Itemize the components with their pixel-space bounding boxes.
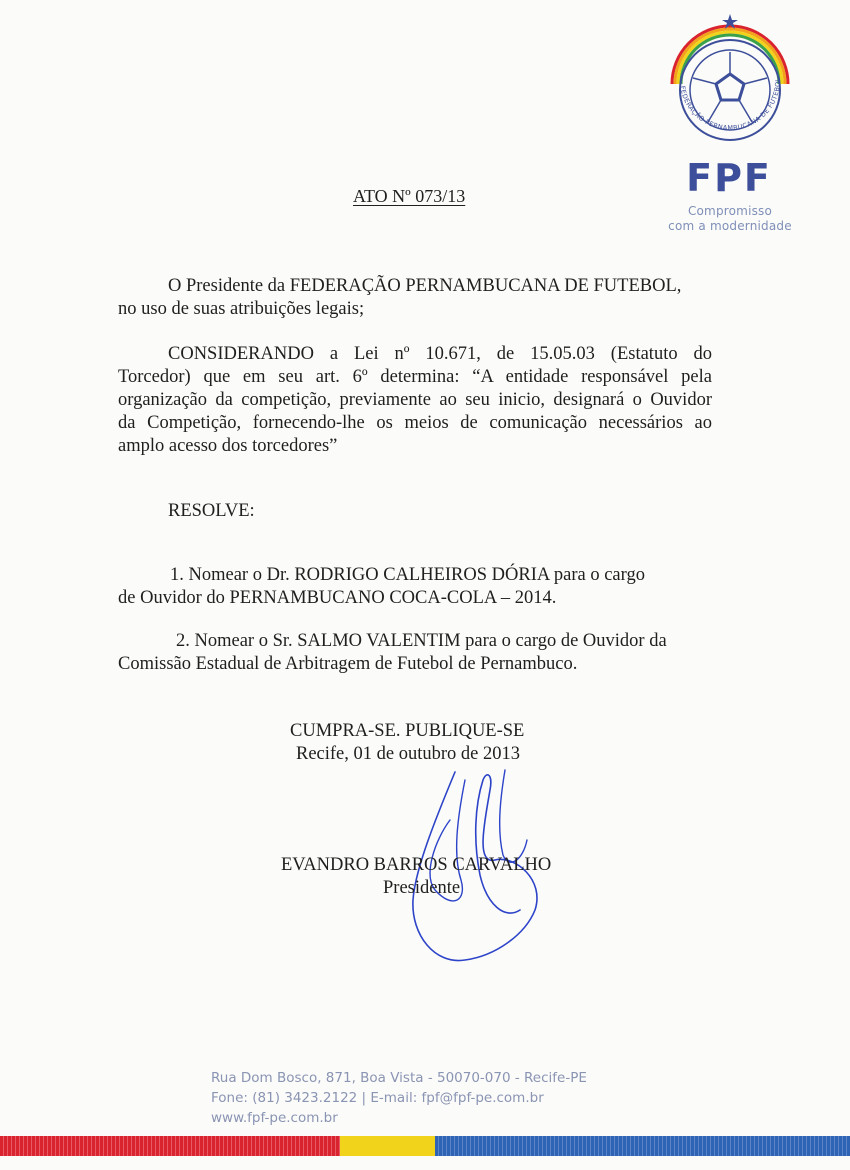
stripe-blue bbox=[435, 1136, 850, 1156]
intro-paragraph bbox=[118, 275, 714, 325]
item-1-line-2: de Ouvidor do PERNAMBUCANO COCA-COLA – 2014. bbox=[118, 588, 557, 608]
logo-tagline-line2: com a modernidade bbox=[668, 219, 792, 233]
considerando-line-5: amplo acesso dos torcedores” bbox=[118, 436, 338, 456]
footer-contact: Fone: (81) 3423.2122 | E-mail: fpf@fpf-pe.com.br bbox=[211, 1090, 544, 1106]
fpf-wordmark bbox=[674, 157, 784, 197]
resolve-label: RESOLVE: bbox=[168, 501, 255, 521]
item-2-line-2: Comissão Estadual de Arbitragem de Futebol de Pernambuco. bbox=[118, 654, 578, 674]
document-title: ATO Nº 073/13 bbox=[353, 186, 466, 206]
svg-text:FPF: FPF bbox=[686, 157, 772, 197]
stripe-yellow bbox=[340, 1136, 435, 1156]
footer-color-stripe bbox=[0, 1136, 850, 1156]
item-1-line-1: 1. Nomear o Dr. RODRIGO CALHEIROS DÓRIA para o cargo bbox=[170, 565, 645, 585]
resolution-item-2 bbox=[118, 630, 718, 680]
closing-publish: CUMPRA-SE. PUBLIQUE-SE bbox=[290, 721, 525, 741]
intro-line-2: no uso de suas atribuições legais; bbox=[118, 299, 365, 319]
logo-ring-text: FEDERAÇÃO PERNAMBUCANA DE FUTEBOL bbox=[678, 77, 783, 133]
footer-website: www.fpf-pe.com.br bbox=[211, 1110, 338, 1126]
fpf-logo bbox=[660, 12, 800, 233]
signatory-name: EVANDRO BARROS CARVALHO bbox=[281, 855, 552, 875]
signatory-role: Presidente bbox=[383, 878, 461, 898]
federation-seal-icon bbox=[664, 12, 796, 152]
closing-place-date: Recife, 01 de outubro de 2013 bbox=[296, 744, 520, 764]
stripe-red bbox=[0, 1136, 340, 1156]
intro-line-1: O Presidente da FEDERAÇÃO PERNAMBUCANA DE FUTEBOL, bbox=[168, 276, 682, 296]
considerando-line-4: da Competição, fornecendo-lhe os meios de comunicação necessários ao bbox=[118, 413, 712, 433]
item-2-line-1: 2. Nomear o Sr. SALMO VALENTIM para o cargo de Ouvidor da bbox=[176, 631, 667, 651]
resolution-item-1 bbox=[118, 564, 718, 614]
considerando-paragraph bbox=[118, 343, 712, 458]
considerando-line-3: organização da competição, previamente ao seu inicio, designará o Ouvidor bbox=[118, 390, 712, 410]
considerando-line-2: Torcedor) que em seu art. 6º determina: “A entidade responsável pela bbox=[118, 367, 712, 387]
logo-tagline-line1: Compromisso bbox=[687, 204, 773, 218]
considerando-line-1: CONSIDERANDO a Lei nº 10.671, de 15.05.03 (Estatuto do bbox=[168, 344, 712, 364]
footer-address: Rua Dom Bosco, 871, Boa Vista - 50070-070 - Recife-PE bbox=[211, 1070, 587, 1086]
